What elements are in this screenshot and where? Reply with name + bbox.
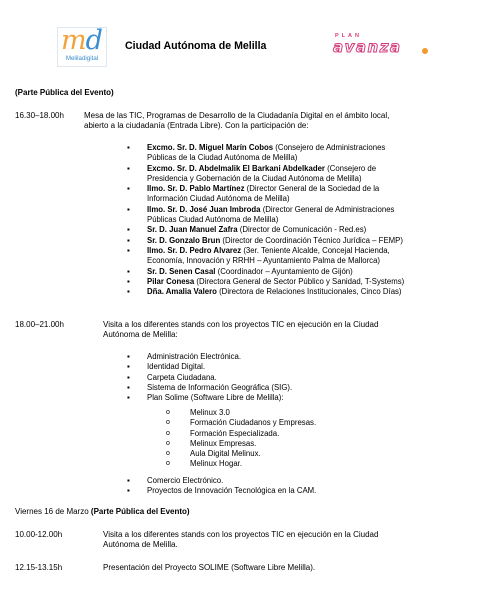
bullet-icon: ▪	[127, 362, 130, 372]
stand-item	[127, 362, 292, 372]
stand-item	[127, 486, 317, 496]
speaker-role: (Director General de la Sociedad de la	[244, 184, 380, 194]
stand-item	[127, 393, 292, 403]
bullet-icon: ▪	[127, 225, 130, 235]
solime-label: Melinux Empresas.	[190, 438, 257, 448]
stand-item	[127, 372, 292, 383]
circle-bullet-icon: o	[166, 439, 170, 447]
speaker-item	[127, 266, 404, 277]
solime-item	[166, 418, 317, 428]
stands-list-continued	[127, 476, 317, 497]
session2-time: 18.00–21.00h	[15, 320, 64, 329]
stand-label: Plan Solime (Software Libre de Melilla):	[147, 393, 284, 403]
solime-item	[166, 438, 316, 449]
bullet-icon: ▪	[127, 352, 130, 361]
circle-bullet-icon: o	[166, 419, 170, 427]
speaker-name: Ilmo. Sr. D. Pablo Martínez	[147, 184, 245, 194]
stand-label: Administración Electrónica.	[147, 352, 242, 361]
bullet-icon: ▪	[127, 143, 130, 152]
bullet-icon: ▪	[127, 476, 130, 485]
session1-line2: abierto a la ciudadanía (Entrada Libre). Con la participación de:	[84, 121, 309, 130]
speaker-name: Excmo. Sr. D. Abdelmalik El Barkani Abdelkader	[147, 163, 325, 173]
speaker-role: (Director de Comunicación - Red.es)	[237, 225, 367, 235]
circle-bullet-icon: o	[166, 460, 170, 468]
speaker-item	[127, 184, 404, 205]
session3-time: 10.00-12.00h	[15, 530, 63, 539]
stand-label: Comercio Electrónico.	[147, 476, 224, 485]
stand-item	[127, 476, 316, 486]
md-logo-mark: md	[61, 25, 102, 56]
day2-label: (Parte Pública del Evento)	[90, 507, 190, 516]
session3-line1: Visita a los diferentes stands con los proyectos TIC en ejecución en la Ciudad	[103, 530, 379, 539]
speaker-item	[127, 235, 404, 246]
bullet-icon: ▪	[127, 372, 130, 382]
bullet-icon: ▪	[127, 266, 130, 276]
session1-line1: Mesa de las TIC, Programas de Desarrollo de la Ciudadanía Digital en el ámbito local,	[84, 111, 390, 120]
speaker-item	[127, 225, 404, 235]
solime-item	[166, 449, 316, 459]
session4-line1: Presentación del Proyecto SOLIME (Software Libre Melilla).	[103, 563, 316, 572]
speaker-role-cont: Presidencia y Gobernación de la Ciudad Autónoma de Melilla)	[147, 173, 362, 183]
solime-item	[166, 428, 316, 439]
speaker-role: (Consejero de	[324, 163, 377, 173]
bullet-icon: ▪	[127, 393, 130, 403]
speaker-name: Ilmo. Sr. D. Pedro Alvarez	[147, 245, 242, 255]
speaker-role: (Coordinador – Ayuntamiento de Gijón)	[215, 266, 353, 276]
page-title: Ciudad Autónoma de Melilla	[125, 40, 267, 52]
stands-list	[127, 352, 293, 403]
speaker-role: (Director General de Administraciones	[260, 204, 395, 214]
speaker-role-cont: Públicas de la Ciudad Autónoma de Melilla)	[147, 153, 298, 163]
bullet-icon: ▪	[127, 276, 130, 286]
stand-label: Identidad Digital.	[147, 362, 206, 372]
circle-bullet-icon: o	[166, 409, 170, 416]
speaker-role-cont: Públicas Ciudad Autónoma de Melilla)	[147, 215, 279, 225]
speaker-name: Sr. D. Gonzalo Brun	[147, 235, 221, 245]
solime-label: Formación Ciudadanos y Empresas.	[190, 418, 317, 428]
day2-heading	[15, 507, 190, 517]
speaker-role: (3er. Teniente Alcalde, Concejal Hacienda,	[241, 245, 390, 255]
speaker-role: (Director de Coordinación Técnico Jurídica – FEMP)	[220, 235, 403, 245]
bullet-icon: ▪	[127, 287, 130, 297]
section-label: (Parte Pública del Evento)	[15, 88, 114, 97]
logo-dot-icon	[422, 48, 428, 54]
solime-item	[166, 408, 316, 418]
speaker-role: (Directora General de Sector Público y Sanidad, T-Systems)	[194, 276, 405, 286]
speaker-name: Sr. D. Juan Manuel Zafra	[147, 225, 238, 235]
speaker-role-cont: Información Ciudad Autónoma de Melilla)	[147, 194, 290, 204]
session2-line1: Visita a los diferentes stands con los proyectos TIC en ejecución en la Ciudad	[103, 320, 379, 329]
circle-bullet-icon: o	[166, 429, 170, 437]
speaker-item	[127, 143, 404, 164]
solime-item	[166, 459, 316, 469]
session2-line2: Autónoma de Melilla:	[103, 330, 178, 339]
speaker-item	[127, 204, 404, 226]
solime-label: Aula Digital Melinux.	[190, 449, 261, 459]
logo-right-small: PLAN	[335, 33, 362, 39]
speaker-role-cont: Economía, Innovación y RRHH – Ayuntamiento Palma de Mallorca)	[147, 256, 381, 266]
day2-date: Viernes 16 de Marzo	[15, 507, 91, 516]
speaker-item	[127, 287, 404, 297]
stand-item	[127, 352, 292, 362]
speaker-role: (Directora de Relaciones Institucionales, Cinco Días)	[216, 287, 402, 297]
melilladigital-logo	[57, 27, 107, 67]
bullet-icon: ▪	[127, 163, 130, 173]
speaker-name: Pilar Conesa	[147, 276, 195, 286]
speaker-name: Excmo. Sr. D. Miguel Marín Cobos	[147, 143, 274, 152]
bullet-icon: ▪	[127, 204, 130, 214]
speaker-item	[127, 245, 404, 267]
speaker-name: Sr. D. Senen Casal	[147, 266, 216, 276]
speaker-list	[127, 143, 405, 297]
stand-label: Carpeta Ciudadana.	[147, 372, 217, 382]
bullet-icon: ▪	[127, 486, 130, 496]
speaker-name: Ilmo. Sr. D. José Juan Imbroda	[147, 204, 261, 214]
speaker-role: (Consejero de Administraciones	[273, 143, 386, 152]
bullet-icon: ▪	[127, 382, 130, 392]
speaker-item	[127, 163, 404, 185]
solime-label: Melinux 3.0	[190, 408, 230, 417]
solime-label: Formación Especializada.	[190, 428, 280, 438]
session4-time: 12.15-13.15h	[15, 563, 63, 572]
logo-right-big: avanza	[333, 38, 402, 56]
circle-bullet-icon: o	[166, 450, 170, 458]
solime-label: Melinux Hogar.	[190, 459, 243, 469]
solime-sublist	[166, 408, 317, 470]
speaker-name: Dña. Amalia Valero	[147, 287, 217, 297]
logo-left-sub: Meliladigital	[65, 55, 99, 62]
bullet-icon: ▪	[127, 184, 130, 194]
session3-line2: Autónoma de Melilla.	[103, 540, 178, 549]
session1-time: 16.30–18.00h	[15, 111, 64, 120]
stand-label: Sistema de Información Geográfica (SIG).	[147, 382, 293, 392]
bullet-icon: ▪	[127, 235, 130, 245]
stand-item	[127, 382, 293, 393]
plan-avanza-logo	[331, 31, 431, 61]
speaker-item	[127, 276, 405, 287]
bullet-icon: ▪	[127, 245, 130, 255]
stand-label: Proyectos de Innovación Tecnológica en la CAM.	[147, 486, 317, 496]
